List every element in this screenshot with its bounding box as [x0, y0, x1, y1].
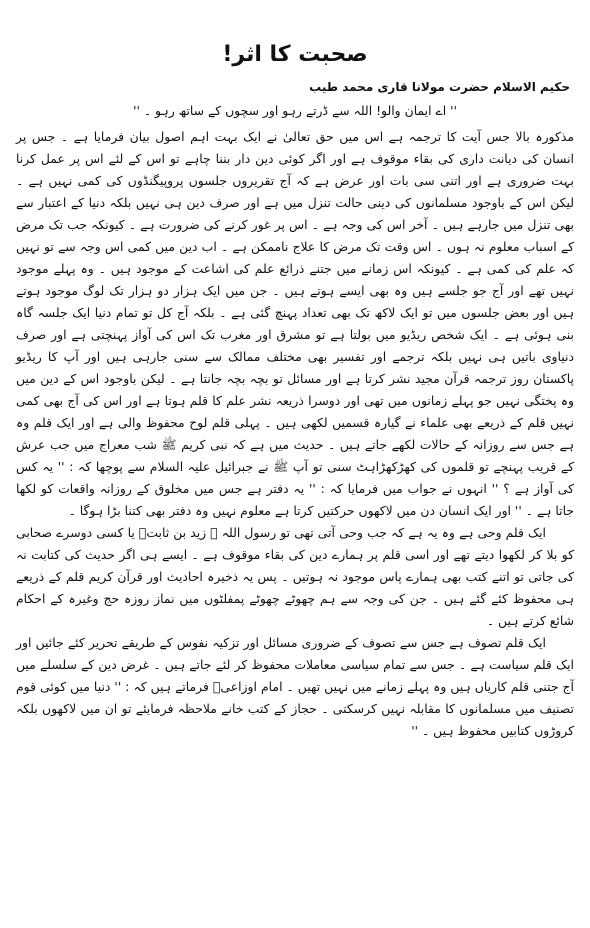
author-line: حکیم الاسلام حضرت مولانا قاری محمد طیب	[309, 80, 570, 94]
article-body	[16, 126, 574, 742]
paragraph: مذکورہ بالا جس آیت کا ترجمہ ہے اس میں حق تعالیٰ نے ایک بہت اہم اصول بیان فرمایا ہے ۔ جس پر انسان کی دیانت داری کی بقاء موقوف ہے اور اگر کوئی دین دار بننا چاہے تو اس کے لئے اس پر عمل کرنا بہت ضروری ہے اور اتنی سی بات اور عرض ہے کہ آج تقریروں جلسوں پروپیگنڈوں کی کمی نہیں ہے ۔ لیکن اس کے باوجود مسلمانوں کی دینی حالت تنزل میں ہے اور صرف دین ہی نہیں بلکہ دنیا کے اعتبار سے بھی تنزل میں جارہے ہیں ۔ آخر اس کی وجہ ہے ۔ اس پر غور کرنے کی ضرورت ہے ۔ کیونکہ جب تک مرض کے اسباب معلوم نہ ہوں ۔ اس وقت تک مرض کا علاج ناممکن ہے ۔ اب دین میں کمی اس وجہ سے تو نہیں کہ علم کی کمی ہے ۔ کیونکہ اس زمانے میں جتنے ذرائع علم کی اشاعت کے موجود ہیں ۔ وہ پہلے موجود نہیں تھے اور آج جو جلسے ہیں وہ بھی ایسے ہوتے ہیں ۔ جن میں ایک ہزار دو ہزار تک لوگ موجود ہوتے ہیں اور بعض جلسوں میں تو ایک لاکھ تک بھی تعداد پہنچ گئی ہے ۔ بلکہ آج کل تو تمام دنیا ایک جلسہ گاہ بنی ہوئی ہے ۔ ایک شخص ریڈیو میں بولتا ہے تو مشرق اور مغرب تک اس کی آواز پہنچتی ہے اور صرف دنیاوی باتیں ہی نہیں بلکہ ترجمے اور تفسیر بھی مختلف ممالک سے سنی جارہی ہیں اور آپ کا ریڈیو پاکستان روز ترجمہ قرآن مجید نشر کرتا ہے اور مسائل تو بچہ بچہ جانتا ہے ۔ لیکن باوجود اس کے دین میں وہ پختگی نہیں جو پہلے زمانوں میں تھی اور دوسرا ذریعہ نشر علم کا قلم ہوتا ہے اور اس کی آج بھی کمی نہیں قلم کے ذریعے بھی علماء نے گیارہ قسمیں لکھی ہیں ۔ پہلی قلم لوح محفوظ والی ہے اور ایک قلم وہ ہے جس سے روزانہ کے حالات لکھے جاتے ہیں ۔ حدیث میں ہے کہ نبی کریم ﷺ شب معراج میں جب عرش کے قریب پہنچے تو قلموں کی کھڑکھڑاہٹ سنی تو آپ ﷺ نے جبرائیل علیہ السلام سے پوچھا کہ : '' یہ کس کی آواز ہے ؟ '' انہوں نے جواب میں فرمایا کہ : '' یہ دفتر ہے جس میں مخلوق کے روزانہ واقعات کو لکھا جاتا ہے ۔ '' اور ایک انسان دن میں لاکھوں حرکتیں کرتا ہے معلوم نہیں وہ دفتر بھی کتنا بڑا ہوگا ۔	[16, 129, 574, 518]
paragraph: ایک قلم وحی ہے وہ یہ ہے کہ جب وحی آتی تھی تو رسول اللہ ﷺ زید بن ثابتؓ یا کسی دوسرے صحابی کو بلا کر لکھوا دیتے تھے اور اسی قلم پر ہمارے دین کی بقاء موقوف ہے ۔ ایسے ہی اگر حدیث کی کتابت نہ کی جاتی تو اتنے کتب بھی ہمارے پاس موجود نہ ہوتیں ۔ پس یہ ذخیرہ احادیث اور قرآن کریم قلم کے ذریعے ہی محفوظ کئے گئے ہیں ۔ جن کی وجہ سے ہم چھوٹے چھوٹے پمفلٹوں میں نماز روزہ حج وغیرہ کے احکام شائع کرتے ہیں ۔	[16, 525, 574, 628]
article-title: صحبت کا اثر!	[222, 42, 368, 67]
opening-quote: '' اے ایمان والو! اللہ سے ڈرتے رہو اور سچوں کے ساتھ رہو ۔ ''	[133, 103, 457, 118]
paragraph: ایک قلم تصوف ہے جس سے تصوف کے ضروری مسائل اور تزکیہ نفوس کے طریقے تحریر کئے جائیں اور ایک قلم سیاست ہے ۔ جس سے تمام سیاسی معاملات محفوظ کر لئے جاتے ہیں ۔ غرض دین کے سلسلے میں آج جتنی قلم کاریاں ہیں وہ پہلے زمانے میں نہیں تھیں ۔ امام اوزاعیؒ فرماتے ہیں کہ : '' دنیا میں کوئی قوم تصنیف میں مسلمانوں کا مقابلہ نہیں کرسکتی ۔ حجاز کے کتب خانے ملاحظہ فرمایئے تو ان میں لاکھوں بلکہ کروڑوں کتابیں محفوظ ہیں ۔ ''	[16, 635, 574, 738]
